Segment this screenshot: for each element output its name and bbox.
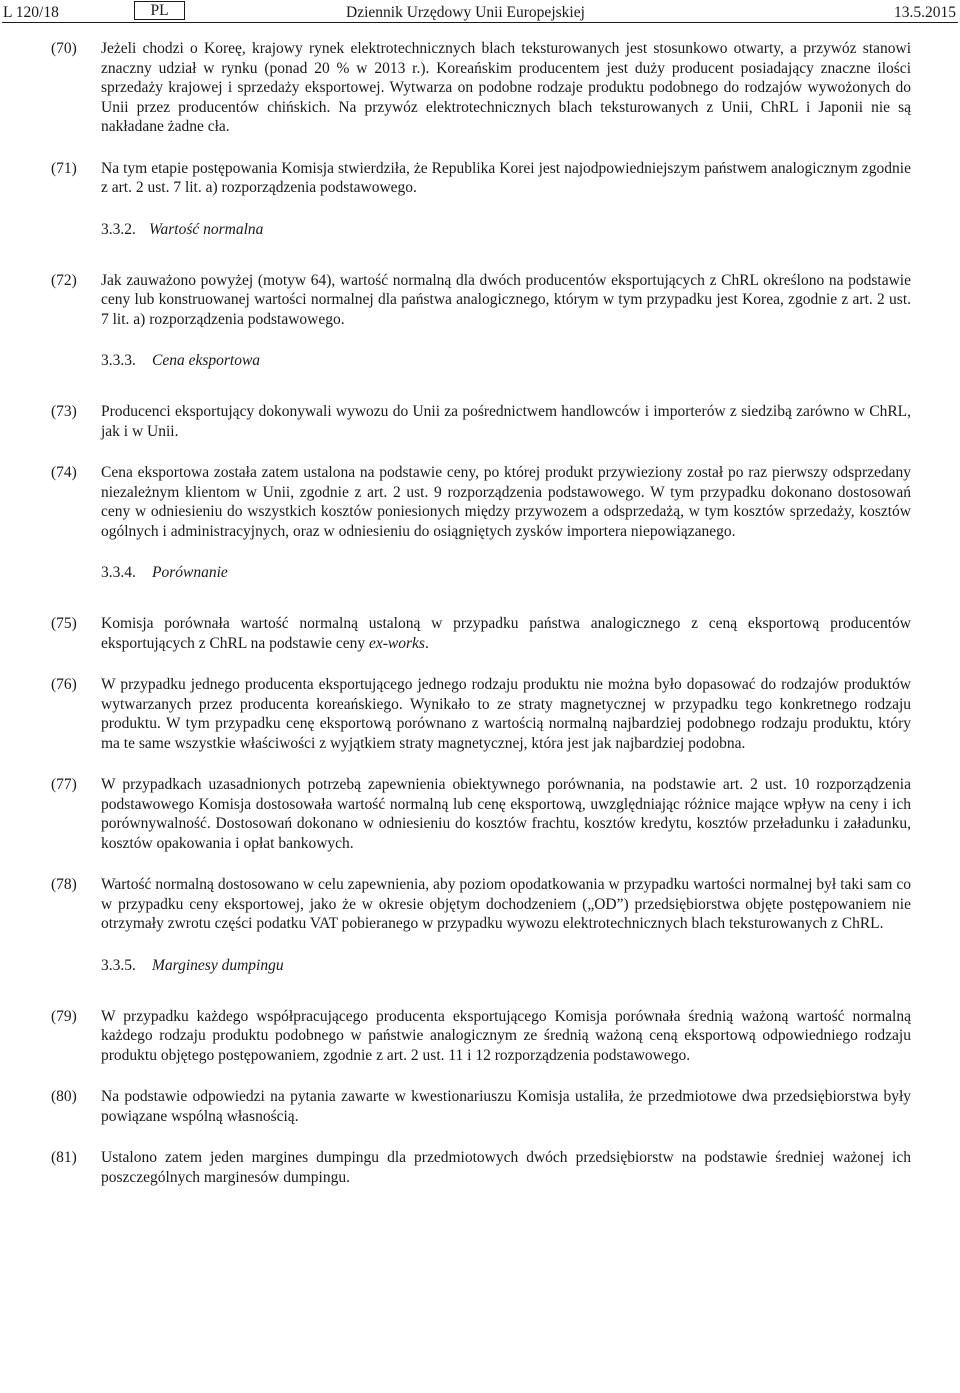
page-header xyxy=(0,0,960,26)
section-heading-3-3-3 xyxy=(0,351,960,371)
recital-text: Jeżeli chodzi o Koreę, krajowy rynek elektrotechnicznych blach teksturowanych jest stosunkowo otwarty, a przywóz stanowi znaczny udział w rynku (ponad 20 % w 2013 r.). Koreańskim producentem jest duży producent posiadający znaczne ilości sprzedaży krajowej i sprzedaży eksportowej. Wytwarza on podobne rodzaje produktu podobnego do rodzajów wywożonych do Unii przez producentów chińskich. Na przywóz elektrotechnicznych blach teksturowanych z Unii, ChRL i Japonii nie są nakładane żadne cła. xyxy=(101,40,911,135)
section-title: Porównanie xyxy=(152,564,228,581)
section-number: 3.3.4. xyxy=(101,564,136,581)
recital-text: W przypadku jednego producenta eksportującego jednego rodzaju produktu nie można było dopasować do rodzajów produktów wytwarzanych przez producenta koreańskiego. Wynikało to ze straty magnetycznej w przypadku tego konkretnego rodzaju produktu. W tym przypadku cenę eksportową porównano z wartością normalną najbardziej podobnego rodzaju produktu, który ma te same wszystkie właściwości z wyjątkiem straty magnetycznej, która jest jak najbardziej podobna. xyxy=(101,676,911,752)
section-title: Cena eksportowa xyxy=(152,352,261,369)
page-reference: L 120/18 xyxy=(3,4,59,21)
recital-number: (79) xyxy=(51,1007,77,1025)
section-number: 3.3.3. xyxy=(101,352,136,369)
header-rule xyxy=(2,22,958,23)
recital-text: W przypadkach uzasadnionych potrzebą zapewnienia obiektywnego porównania, na podstawie art. 2 ust. 10 rozporządzenia podstawowego Komisja dostosowała wartość normalną lub cenę eksportową, uwzględniając różnice mające wpływ na ceny i ich porównywalność. Dostosowań dokonano w odniesieniu do kosztów frachtu, kosztów kredytu, kosztów przeładunku i załadunku, kosztów opakowania i opłat bankowych. xyxy=(101,776,911,852)
section-title: Marginesy dumpingu xyxy=(152,956,284,974)
recital-80 xyxy=(0,1087,960,1126)
section-number: 3.3.2. xyxy=(101,220,136,238)
recital-79 xyxy=(0,1007,960,1066)
section-heading-3-3-5 xyxy=(0,956,960,976)
section-title: Wartość normalna xyxy=(149,220,264,238)
recital-number: (73) xyxy=(51,403,77,420)
section-heading-3-3-2 xyxy=(0,220,960,240)
recital-text xyxy=(101,614,911,653)
recital-number: (81) xyxy=(51,1149,77,1166)
recital-text: W przypadku każdego współpracującego producenta eksportującego Komisja porównała średnią ważoną wartość normalną każdego rodzaju produktu podobnego w państwie analogicznym ze średnią ważoną ceną eksportową odpowiedniego rodzaju produktu objętego postępowaniem, zgodnie z art. 2 ust. 11 i 12 rozporządzenia podstawowego. xyxy=(101,1007,911,1064)
document-body xyxy=(0,39,960,1209)
recital-text: Producenci eksportujący dokonywali wywozu do Unii za pośrednictwem handlowców i importerów z siedzibą zarówno w ChRL, jak i w Unii. xyxy=(101,403,911,440)
recital-number: (72) xyxy=(51,271,77,289)
recital-number: (76) xyxy=(51,676,77,693)
recital-text: Cena eksportowa została zatem ustalona na podstawie ceny, po której produkt przywieziony został po raz pierwszy odsprzedany niezależnym klientom w Unii, zgodnie z art. 2 ust. 9 rozporządzenia podstawowego. W tym przypadku dokonano dostosowań ceny w odniesieniu do wszystkich kosztów poniesionych między przywozem a odsprzedażą, w tym kosztów sprzedaży, kosztów ogólnych i administracyjnych, oraz w odniesieniu do osiągniętych zysków importera niepowiązanego. xyxy=(101,464,911,540)
recital-number: (78) xyxy=(51,876,77,893)
recital-76 xyxy=(0,675,960,753)
recital-text: Na tym etapie postępowania Komisja stwierdziła, że Republika Korei jest najodpowiedniejszym państwem analogicznym zgodnie z art. 2 ust. 7 lit. a) rozporządzenia podstawowego. xyxy=(101,159,911,196)
recital-text: Ustalono zatem jeden margines dumpingu dla przedmiotowych dwóch przedsiębiorstw na podstawie średniej ważonej ich poszczególnych marginesów dumpingu. xyxy=(101,1149,911,1186)
recital-number: (70) xyxy=(51,40,77,57)
recital-text: Jak zauważono powyżej (motyw 64), wartość normalną dla dwóch producentów eksportujących z ChRL określono na podstawie ceny lub konstruowanej wartości normalnej dla państwa analogicznego, którym w tym przypadku jest Korea, zgodnie z art. 2 ust. 7 lit. a) rozporządzenia podstawowego. xyxy=(101,271,911,328)
language-code: PL xyxy=(134,1,185,20)
recital-72 xyxy=(0,271,960,330)
recital-text-italic: ex-works xyxy=(369,634,425,652)
recital-74 xyxy=(0,463,960,541)
recital-number: (80) xyxy=(51,1088,77,1105)
recital-text: Na podstawie odpowiedzi na pytania zawarte w kwestionariuszu Komisja ustaliła, że przedmiotowe dwa przedsiębiorstwa były powiązane wspólną własnością. xyxy=(101,1088,911,1125)
recital-71 xyxy=(0,159,960,198)
section-heading-3-3-4 xyxy=(0,563,960,583)
recital-number: (75) xyxy=(51,615,77,632)
recital-70 xyxy=(0,39,960,137)
recital-77 xyxy=(0,775,960,853)
recital-text-end: . xyxy=(424,634,429,652)
recital-number: (77) xyxy=(51,776,77,793)
recital-73 xyxy=(0,402,960,441)
recital-81 xyxy=(0,1148,960,1187)
recital-text-main: Komisja porównała wartość normalną ustaloną w przypadku państwa analogicznego z ceną eksportową producentów eksportujących z ChRL na podstawie ceny xyxy=(101,615,911,652)
journal-title: Dziennik Urzędowy Unii Europejskiej xyxy=(346,4,585,21)
recital-number: (74) xyxy=(51,464,77,481)
publication-date: 13.5.2015 xyxy=(894,4,956,21)
section-number: 3.3.5. xyxy=(101,956,136,974)
recital-78 xyxy=(0,875,960,934)
recital-75 xyxy=(0,614,960,653)
recital-text: Wartość normalną dostosowano w celu zapewnienia, aby poziom opodatkowania w przypadku wartości normalnej był taki sam co w przypadku ceny eksportowej, jako że w okresie objętym dochodzeniem („OD”) przedsiębiorstwa objęte postępowaniem nie otrzymały zwrotu części podatku VAT pobieranego w przypadku wywozu elektrotechnicznych blach teksturowanych z ChRL. xyxy=(101,876,911,932)
recital-number: (71) xyxy=(51,159,77,177)
